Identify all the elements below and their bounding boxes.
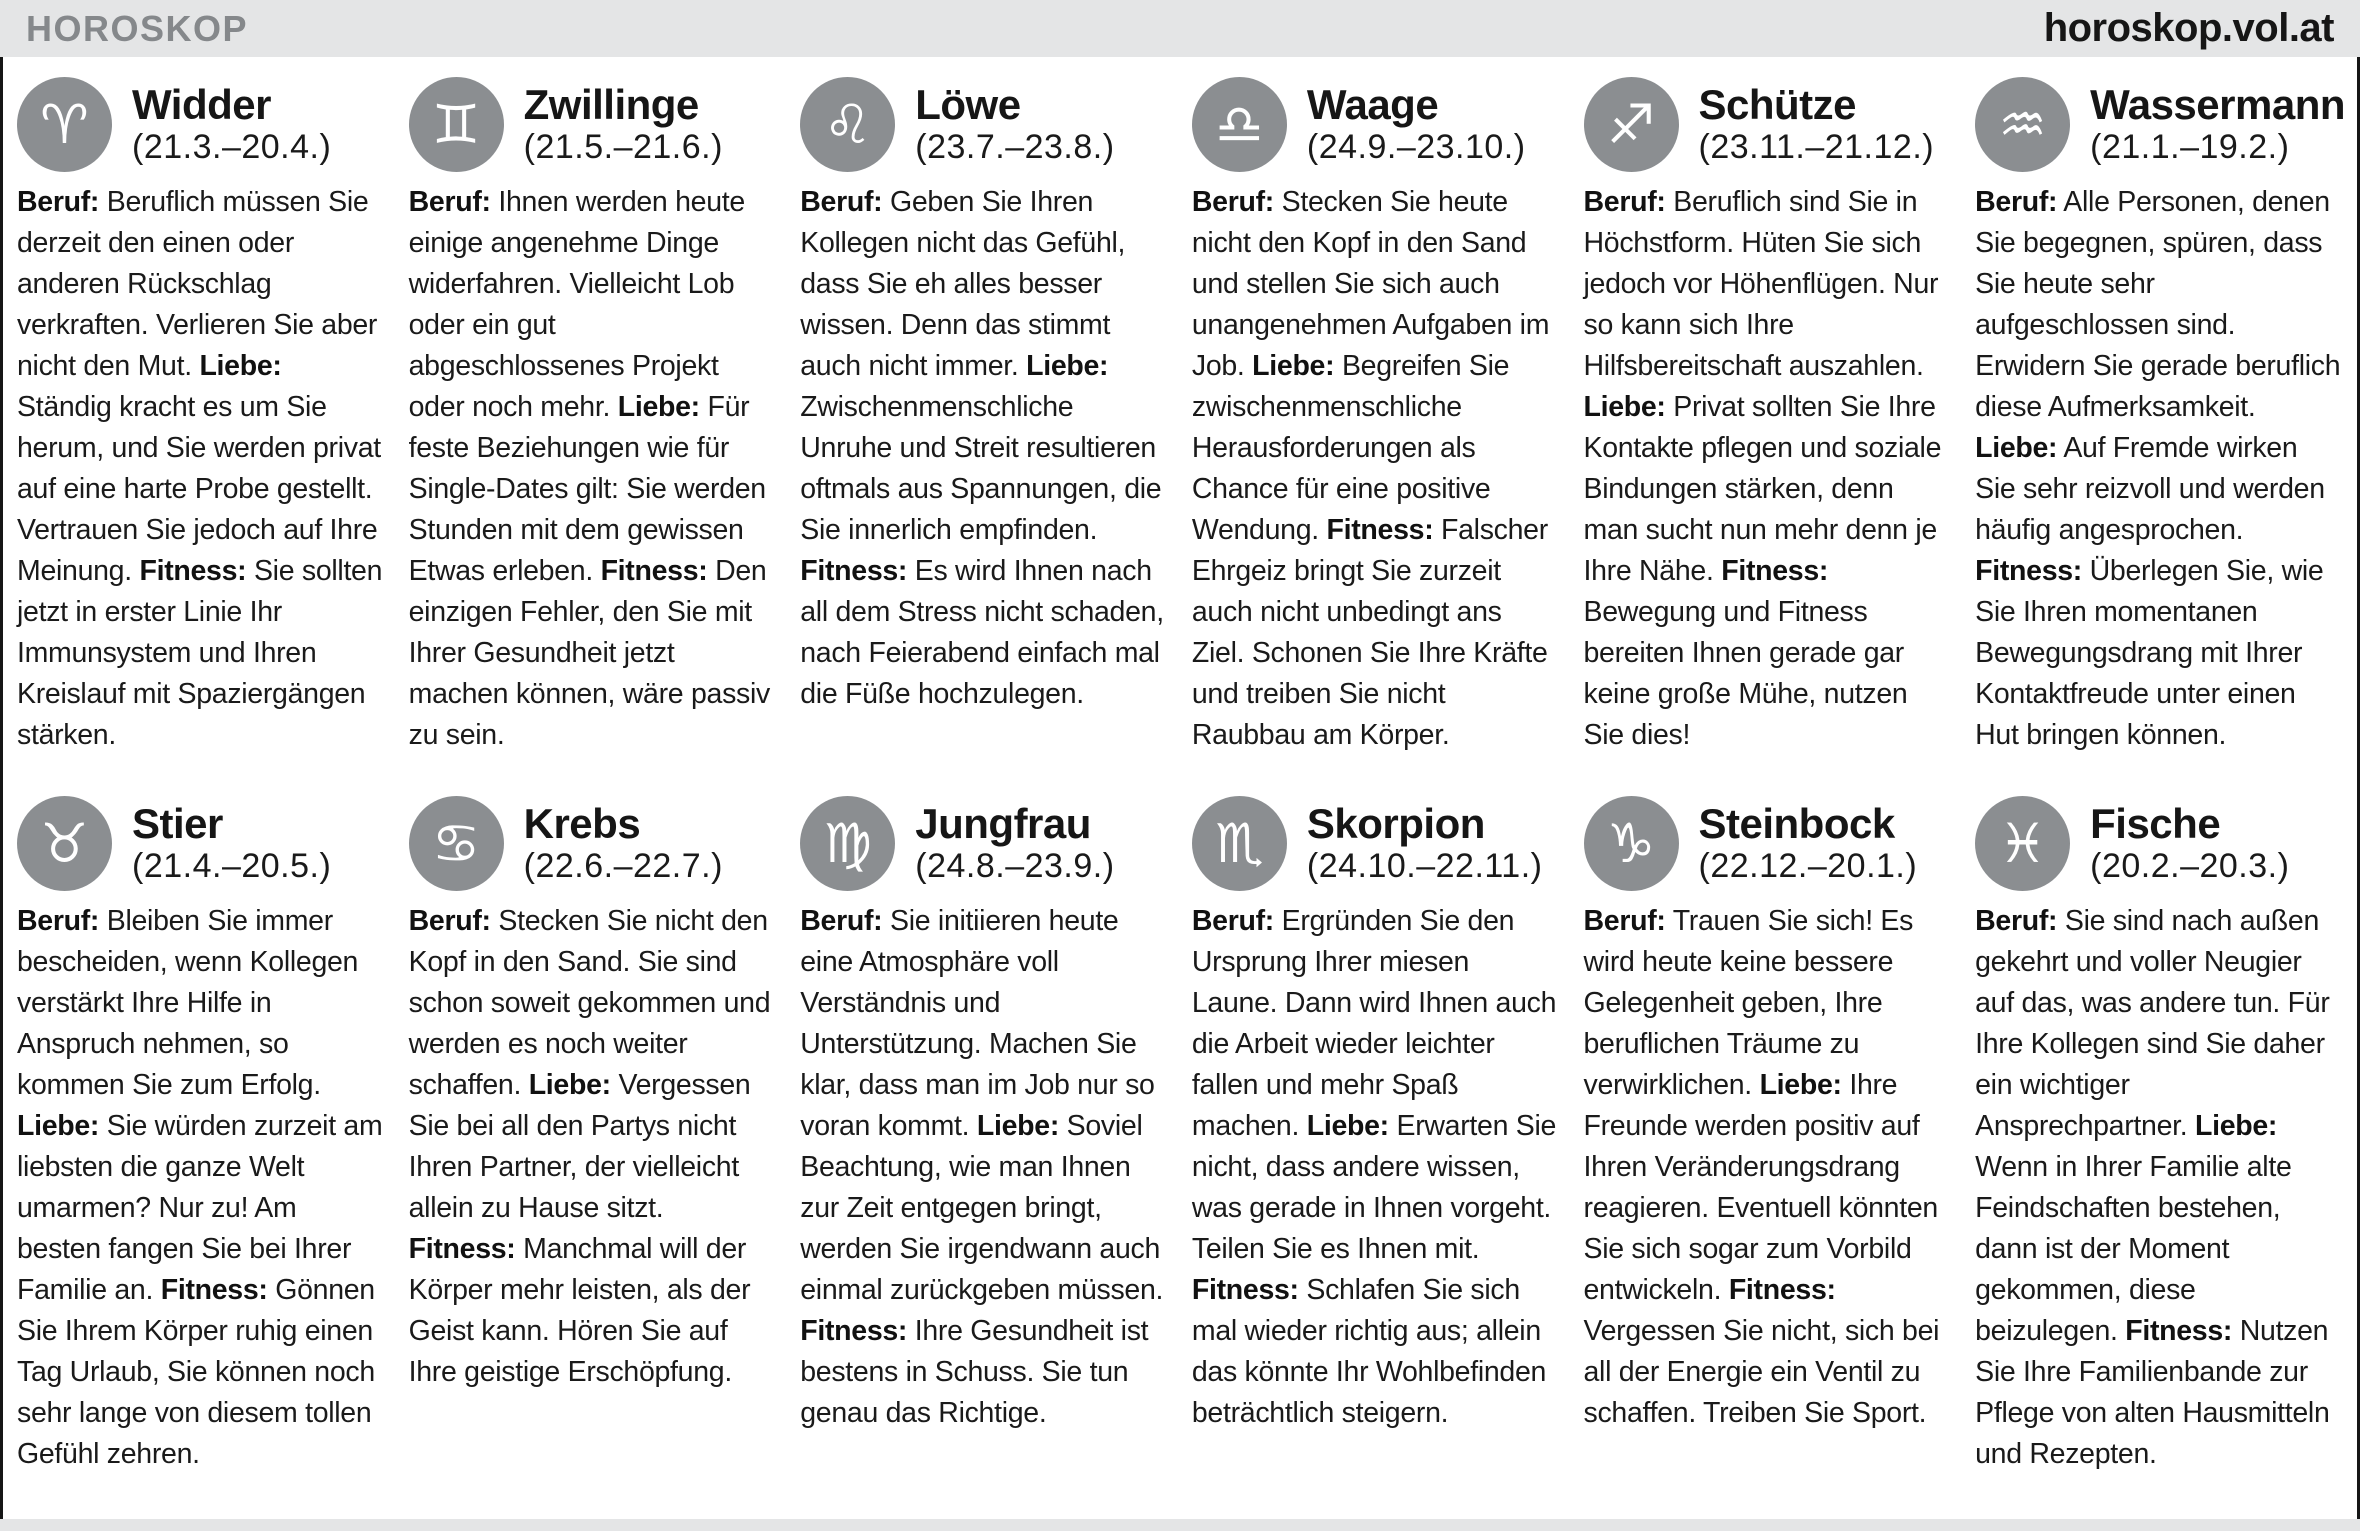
sign-name: Schütze <box>1698 80 1857 128</box>
sign-card-zwillinge <box>409 77 775 756</box>
sign-card-stier <box>17 796 383 1475</box>
steinbock-goat-icon: ♑ <box>1584 796 1679 891</box>
sign-text: Beruf: Geben Sie Ihren Kollegen nicht das Gefühl, dass Sie eh alles besser wissen. Denn das stimmt auch nicht immer. Liebe: Zwischenmenschliche Unruhe und Streit resultieren oftmals aus Spannungen, die Sie innerlich empfinden. Fitness: Es wird Ihnen nach all dem Stress nicht schaden, nach Feierabend einfach mal die Füße hochzulegen. <box>800 186 1164 710</box>
sign-card-wassermann <box>1975 77 2345 756</box>
sign-card-loewe <box>800 77 1166 756</box>
sign-name: Steinbock <box>1698 799 1895 847</box>
sign-text: Beruf: Beruflich müssen Sie derzeit den einen oder anderen Rückschlag verkraften. Verlieren Sie aber nicht den Mut. Liebe: Ständig kracht es um Sie herum, und Sie werden privat auf eine harte Probe gestellt. Vertrauen Sie jedoch auf Ihre Meinung. Fitness: Sie sollten jetzt in erster Linie Ihr Immunsystem und Ihren Kreislauf mit Spaziergängen stärken. <box>17 186 383 751</box>
zwillinge-twins-icon: ♊ <box>409 77 504 172</box>
sign-name: Zwillinge <box>523 80 699 128</box>
sign-titles <box>1698 80 1935 167</box>
krebs-crab-icon: ♋ <box>409 796 504 891</box>
loewe-lion-icon: ♌ <box>800 77 895 172</box>
sign-dates: (24.8.–23.9.) <box>915 846 1115 885</box>
sign-header <box>1975 796 2345 891</box>
sign-titles <box>1306 80 1526 167</box>
sign-titles <box>523 799 723 886</box>
sign-titles <box>2090 80 2345 167</box>
skorpion-scorpion-icon: ♏ <box>1192 796 1287 891</box>
sign-card-widder <box>17 77 383 756</box>
sign-text: Beruf: Trauen Sie sich! Es wird heute keine bessere Gelegenheit geben, Ihre beruflichen Träume zu verwirklichen. Liebe: Ihre Freunde werden positiv auf Ihren Veränderungsdrang reagieren. Eventuell könnten Sie sich sogar zum Vorbild entwickeln. Fitness: Vergessen Sie nicht, sich bei all der Energie ein Ventil zu schaffen. Treiben Sie Sport. <box>1583 905 1940 1429</box>
sign-text: Beruf: Ergründen Sie den Ursprung Ihrer miesen Laune. Dann wird Ihnen auch die Arbeit wieder leichter fallen und mehr Spaß machen. Liebe: Erwarten Sie nicht, dass andere wissen, was gerade in Ihnen vorgeht. Teilen Sie es Ihnen mit. Fitness: Schlafen Sie sich mal wieder richtig aus; allein das könnte Ihr Wohlbefinden beträchtlich steigern. <box>1191 905 1557 1429</box>
sign-titles <box>2090 799 2290 886</box>
sign-text: Beruf: Alle Personen, denen Sie begegnen, spüren, dass Sie heute sehr aufgeschlossen sind. Erwidern Sie gerade beruflich diese Aufmerksamkeit. Liebe: Auf Fremde wirken Sie sehr reizvoll und werden häufig angesprochen. Fitness: Überlegen Sie, wie Sie Ihren momentanen Bewegungsdrang mit Ihrer Kontaktfreude unter einen Hut bringen können. <box>1975 186 2341 751</box>
sign-text: Beruf: Ihnen werden heute einige angenehme Dinge widerfahren. Vielleicht Lob oder ein gut abgeschlossenes Projekt oder noch mehr. Liebe: Für feste Beziehungen wie für Single-Dates gilt: Sie werden Stunden mit dem gewissen Etwas erleben. Fitness: Den einzigen Fehler, den Sie mit Ihrer Gesundheit jetzt machen können, wäre passiv zu sein. <box>408 186 770 751</box>
sign-name: Stier <box>132 799 223 847</box>
sign-titles <box>1698 799 1918 886</box>
sign-dates: (21.3.–20.4.) <box>132 127 332 166</box>
wassermann-water-bearer-icon: ♒ <box>1975 77 2070 172</box>
waage-scales-icon: ♎ <box>1192 77 1287 172</box>
sign-name: Fische <box>2090 799 2221 847</box>
sign-card-jungfrau <box>800 796 1166 1475</box>
sign-text: Beruf: Stecken Sie heute nicht den Kopf in den Sand und stellen Sie sich auch unangenehmen Aufgaben im Job. Liebe: Begreifen Sie zwischenmenschliche Herausforderungen als Chance für eine positive Wendung. Fitness: Falscher Ehrgeiz bringt Sie zurzeit auch nicht unbedingt ans Ziel. Schonen Sie Ihre Kräfte und treiben Sie nicht Raubbau am Körper. <box>1191 186 1550 751</box>
sign-card-waage <box>1192 77 1558 756</box>
sign-header <box>1192 796 1558 891</box>
sign-card-skorpion <box>1192 796 1558 1475</box>
schuetze-archer-icon: ♐ <box>1584 77 1679 172</box>
sign-name: Jungfrau <box>915 799 1091 847</box>
page-title: HOROSKOP <box>26 7 249 49</box>
sign-dates: (22.6.–22.7.) <box>523 846 723 885</box>
stier-bull-icon: ♉ <box>17 796 112 891</box>
sign-titles <box>132 80 332 167</box>
sign-name: Widder <box>132 80 271 128</box>
sign-header <box>1584 77 1950 172</box>
sign-dates: (21.5.–21.6.) <box>523 127 723 166</box>
sign-header <box>17 77 383 172</box>
sign-header <box>800 77 1166 172</box>
sign-dates: (23.11.–21.12.) <box>1698 127 1935 166</box>
sign-text: Beruf: Sie sind nach außen gekehrt und voller Neugier auf das, was andere tun. Für Ihre Kollegen sind Sie daher ein wichtiger Ansprechpartner. Liebe: Wenn in Ihrer Familie alte Feindschaften bestehen, dann ist der Moment gekommen, diese beizulegen. Fitness: Nutzen Sie Ihre Familienbande zur Pflege von alten Hausmitteln und Rezepten. <box>1975 905 2330 1470</box>
sign-card-krebs <box>409 796 775 1475</box>
sign-text: Beruf: Sie initiieren heute eine Atmosphäre voll Verständnis und Unterstützung. Machen Sie klar, dass man im Job nur so voran kommt. Liebe: Soviel Beachtung, wie man Ihnen zur Zeit entgegen bringt, werden Sie irgendwann auch einmal zurückgeben müssen. Fitness: Ihre Gesundheit ist bestens in Schuss. Sie tun genau das Richtige. <box>800 905 1164 1429</box>
sign-name: Skorpion <box>1306 799 1485 847</box>
fische-fish-icon: ♓ <box>1975 796 2070 891</box>
sign-dates: (22.12.–20.1.) <box>1698 846 1918 885</box>
sign-titles <box>915 80 1115 167</box>
page-header <box>0 0 2360 57</box>
sign-name: Waage <box>1306 80 1439 128</box>
sign-header <box>1975 77 2345 172</box>
sign-titles <box>915 799 1115 886</box>
sign-card-steinbock <box>1584 796 1950 1475</box>
site-url-text: horoskop.vol.at <box>2043 6 2334 50</box>
signs-grid <box>17 77 2345 1475</box>
sign-dates: (20.2.–20.3.) <box>2090 846 2290 885</box>
sign-dates: (21.4.–20.5.) <box>132 846 332 885</box>
content-panel <box>0 57 2360 1519</box>
sign-text: Beruf: Bleiben Sie immer bescheiden, wenn Kollegen verstärkt Ihre Hilfe in Anspruch nehmen, so kommen Sie zum Erfolg. Liebe: Sie würden zurzeit am liebsten die ganze Welt umarmen? Nur zu! Am besten fangen Sie bei Ihrer Familie an. Fitness: Gönnen Sie Ihrem Körper ruhig einen Tag Urlaub, Sie können noch sehr lange von diesem tollen Gefühl zehren. <box>17 905 383 1470</box>
sign-header <box>409 77 775 172</box>
sign-name: Krebs <box>523 799 641 847</box>
sign-dates: (24.10.–22.11.) <box>1306 846 1543 885</box>
sign-card-fische <box>1975 796 2345 1475</box>
widder-ram-icon: ♈ <box>17 77 112 172</box>
sign-dates: (23.7.–23.8.) <box>915 127 1115 166</box>
sign-header <box>1584 796 1950 891</box>
sign-header <box>409 796 775 891</box>
sign-titles <box>1306 799 1543 886</box>
sign-header <box>1192 77 1558 172</box>
sign-dates: (24.9.–23.10.) <box>1306 127 1526 166</box>
sign-dates: (21.1.–19.2.) <box>2090 127 2290 166</box>
sign-text: Beruf: Stecken Sie nicht den Kopf in den Sand. Sie sind schon soweit gekommen und werden es noch weiter schaffen. Liebe: Vergessen Sie bei all den Partys nicht Ihren Partner, der vielleicht allein zu Hause sitzt. Fitness: Manchmal will der Körper mehr leisten, als der Geist kann. Hören Sie auf Ihre geistige Erschöpfung. <box>408 905 771 1388</box>
sign-titles <box>523 80 723 167</box>
sign-titles <box>132 799 332 886</box>
sign-card-schuetze <box>1584 77 1950 756</box>
sign-header <box>800 796 1166 891</box>
sign-text: Beruf: Beruflich sind Sie in Höchstform. Hüten Sie sich jedoch vor Höhenflügen. Nur so kann sich Ihre Hilfsbereitschaft auszahlen. Liebe: Privat sollten Sie Ihre Kontakte pflegen und soziale Bindungen stärken, denn man sucht nun mehr denn je Ihre Nähe. Fitness: Bewegung und Fitness bereiten Ihnen gerade gar keine große Mühe, nutzen Sie dies! <box>1583 186 1942 751</box>
jungfrau-virgin-icon: ♍ <box>800 796 895 891</box>
sign-name: Löwe <box>915 80 1021 128</box>
sign-header <box>17 796 383 891</box>
sign-name: Wassermann <box>2090 80 2345 128</box>
